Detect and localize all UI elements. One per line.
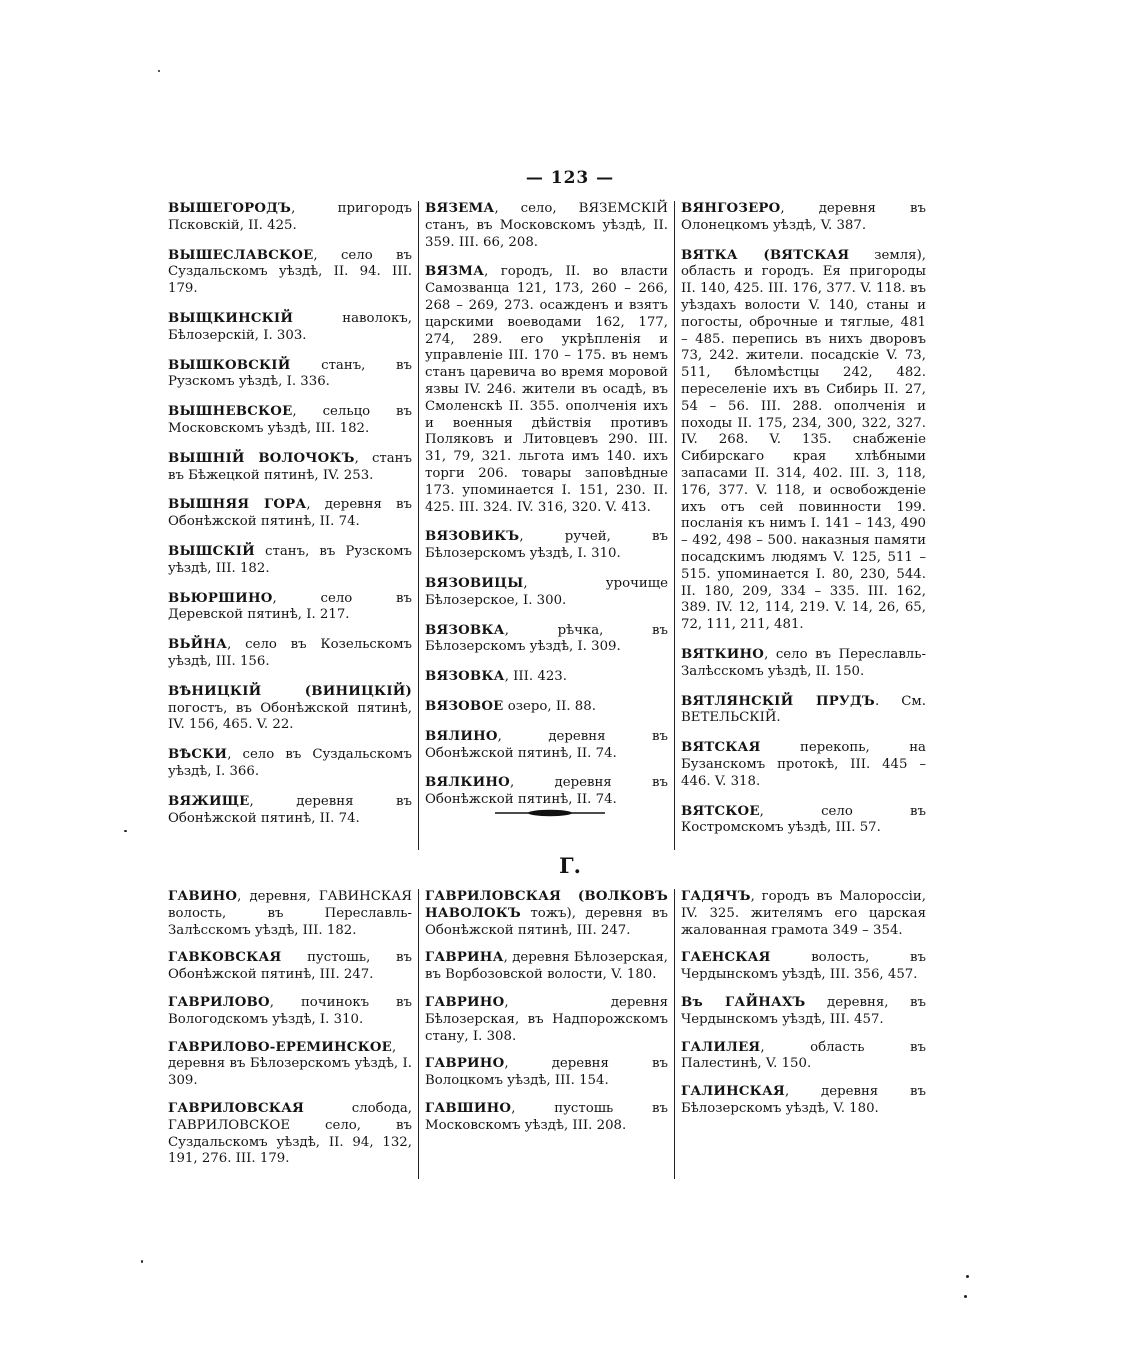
entry-text: , село въ Суздальскомъ уѣздѣ, II. 94. III. 179.: [168, 247, 412, 297]
entry-text: станъ, въ Рузскомъ уѣздѣ, III. 182.: [168, 543, 412, 576]
entry-term: ВЫШСКІЙ: [168, 543, 255, 559]
entry-term: ВЯТЛЯНСКІЙ ПРУДЪ: [681, 693, 875, 709]
entry-term: ВЫШНІЙ ВОЛОЧОКЪ: [168, 450, 355, 466]
index-entry: [681, 248, 926, 634]
entry-text: перекопь, на Бузанскомъ протокѣ, III. 445 – 446. V. 318.: [681, 740, 926, 789]
index-entry: [168, 248, 412, 298]
lower-entries: [162, 889, 932, 1179]
index-entry: [168, 995, 412, 1029]
entry-term: ВЫШНЕВСКОЕ: [168, 404, 293, 420]
index-entry: [425, 699, 668, 716]
entry-text: , село въ Деревской пятинѣ, I. 217.: [168, 590, 412, 623]
scan-speck: [158, 70, 160, 72]
entry-term: ГАВРИНА: [425, 950, 504, 966]
column-middle: [418, 201, 674, 850]
index-entry: [681, 950, 926, 984]
entry-term: ВЫШКОВСКІЙ: [168, 357, 291, 373]
index-entry: [168, 544, 412, 578]
column-left: [162, 201, 418, 850]
entry-text: , деревня въ Обонѣжской пятинѣ, II. 74.: [425, 728, 668, 761]
entry-term: ВЯТСКОЕ: [681, 803, 760, 819]
entry-term: ГАВКОВСКАЯ: [168, 950, 282, 966]
index-entry: [425, 1056, 668, 1090]
entry-text: , III. 423.: [504, 669, 567, 685]
scan-speck: [964, 1295, 967, 1298]
entry-term: ВЫШНЯЯ ГОРА: [168, 497, 307, 513]
entry-term: ГАЛИЛЕЯ: [681, 1039, 761, 1055]
entry-text: , деревня въ Обонѣжской пятинѣ, II. 74.: [425, 775, 668, 808]
index-entry: [168, 1101, 412, 1168]
entry-text: станъ, въ Рузскомъ уѣздѣ, I. 336.: [168, 357, 412, 390]
entry-text: , деревня въ Обонѣжской пятинѣ, II. 74.: [168, 497, 412, 530]
scan-speck: [141, 1260, 143, 1263]
entry-text: , пригородъ Псковскій, II. 425.: [168, 201, 412, 233]
entry-term: ГАВИНО: [168, 889, 238, 904]
column-right: [674, 889, 932, 1179]
entry-text: , село въ Суздальскомъ уѣздѣ, I. 366.: [168, 747, 412, 779]
entry-text: волость, въ Чердынскомъ уѣздѣ, III. 356, 457.: [681, 950, 926, 983]
index-entry: [425, 995, 668, 1045]
entry-text: , деревня въ Обонѣжской пятинѣ, II. 74.: [168, 793, 412, 826]
entry-term: ГАВРИНО: [425, 1056, 505, 1072]
entry-term: ГАВРИЛОВО: [168, 994, 270, 1010]
entry-term: ВЫШЕГОРОДЪ: [168, 201, 292, 216]
entry-text: , деревня Бѣлозерская, въ Ворбозовской волости, V. 180.: [425, 950, 668, 983]
entry-term: ВЯЗМА: [425, 264, 485, 280]
page-number: — 123 —: [525, 168, 615, 188]
entry-term: Въ ГАЙНАХЪ: [681, 994, 806, 1010]
entry-text: , городъ въ Малороссіи, IV. 325. жителямъ его царская жалованная грамота 349 – 354.: [681, 889, 926, 938]
upper-entries: [162, 201, 932, 850]
index-entry: [681, 889, 926, 939]
index-entry: [425, 264, 668, 516]
entry-text: , деревня Бѣлозерская, въ Надпорожскомъ стану, I. 308.: [425, 994, 668, 1044]
entry-term: ВѢНИЦКІЙ (ВИНИЦКІЙ): [168, 683, 412, 699]
index-entry: [168, 497, 412, 531]
entry-text: , пустошь въ Московскомъ уѣздѣ, III. 208.: [425, 1100, 668, 1133]
entry-term: ГАЕНСКАЯ: [681, 950, 771, 966]
index-entry: [681, 740, 926, 790]
entry-term: ВЯЗОВКА: [425, 622, 505, 638]
index-entry: [425, 623, 668, 657]
index-entry: [681, 694, 926, 728]
index-entry: [681, 647, 926, 681]
scan-speck: [966, 1275, 969, 1278]
entry-term: ГАДЯЧЪ: [681, 889, 751, 904]
lower-columns: [162, 889, 932, 1179]
entry-term: ВЯЗОВКА: [425, 669, 505, 685]
index-entry: [168, 684, 412, 734]
entry-term: ВЫЩКИНСКІЙ: [168, 310, 294, 326]
entry-text: , урочище Бѣлозерское, I. 300.: [425, 575, 668, 608]
entry-text: , починокъ въ Вологодскомъ уѣздѣ, I. 310.: [168, 994, 412, 1027]
entry-text: пустошь, въ Обонѣжской пятинѣ, III. 247.: [168, 950, 412, 983]
index-entry: [168, 747, 412, 781]
entry-text: слобода, ГАВРИЛОВСКОЕ село, въ Суздальскомъ уѣздѣ, II. 94, 132, 191, 276. III. 179.: [168, 1100, 412, 1167]
entry-term: ВЬЙНА: [168, 637, 228, 653]
entry-text: , село въ Переславль-Залѣсскомъ уѣздѣ, II. 150.: [681, 646, 926, 679]
entry-term: ВЯЛКИНО: [425, 775, 510, 791]
entry-text: , станъ въ Бѣжецкой пятинѣ, IV. 253.: [168, 450, 412, 483]
upper-columns: [162, 201, 932, 850]
index-entry: [168, 591, 412, 625]
column-middle: [418, 889, 674, 1179]
entry-text: , деревня въ Волоцкомъ уѣздѣ, III. 154.: [425, 1056, 668, 1089]
entry-text: , деревня, ГАВИНСКАЯ волость, въ Переславль-Залѣсскомъ уѣздѣ, III. 182.: [168, 889, 412, 938]
entry-term: ВЯТСКАЯ: [681, 740, 761, 756]
entry-text: , рѣчка, въ Бѣлозерскомъ уѣздѣ, I. 309.: [425, 622, 668, 655]
index-entry: [168, 889, 412, 939]
entry-term: ВЯТКИНО: [681, 646, 765, 662]
index-entry: [168, 794, 412, 828]
index-entry: [168, 950, 412, 984]
entry-term: ВЯЗОВОЕ: [425, 698, 504, 714]
entry-term: ВЯЗЕМА: [425, 201, 495, 216]
column-right: [674, 201, 932, 850]
index-entry: [168, 1040, 412, 1090]
entry-term: ВЯЛИНО: [425, 728, 498, 744]
index-entry: [425, 729, 668, 763]
entry-term: ГАВРИЛОВСКАЯ (ВОЛКОВЪ НАВОЛОКЪ: [425, 889, 668, 921]
ornament-divider: [495, 805, 605, 821]
entry-text: , деревня въ Бѣлозерскомъ уѣздѣ, I. 309.: [168, 1039, 412, 1089]
index-entry: [168, 201, 412, 235]
index-entry: [168, 404, 412, 438]
index-entry: [681, 201, 926, 235]
entry-text: земля), область и городъ. Ея пригороды II. 140, 425. III. 176, 377. V. 118. въ уѣздахъ волости V. 140, станы и погосты, оброчные и тяглые, 481 – 485. перепись въ нихъ дворовъ 73, 242. жители. посадскіе V. 73, 511, бѣломѣстцы 242, 482. переселеніе ихъ въ Сибирь II. 27, 54 – 56. III. 288. ополченія и походы II. 175, 234, 300, 322, 327. IV. 268. V. 135. снабженіе Сибирскаго края хлѣбными запасами II. 314, 402. III. 3, 118, 176, 377. V. 118, и освобожденіе ихъ отъ сей повинности 199. посланія къ нимъ I. 141 – 143, 490 – 492, 498 – 500. наказныя памяти посадскимъ людямъ V. 125, 511 – 515. упоминается I. 80, 230, 544. II. 180, 209, 334 – 335. III. 162, 389. IV. 12, 114, 219. V. 14, 26, 65, 72, 111, 211, 481.: [681, 247, 926, 633]
scan-speck: [124, 830, 127, 832]
entry-term: ВѢСКИ: [168, 747, 228, 763]
index-entry: [681, 804, 926, 838]
entry-text: , городъ, II. во власти Самозванца 121, 173, 260 – 266, 268 – 269, 273. осажденъ и взятъ царскими воеводами 162, 177, 274, 289. его укрѣпленія и управленіе III. 170 – 175. въ немъ станъ царевича во время моровой язвы IV. 246. жители въ осадѣ, въ Смоленскѣ II. 355. ополченія ихъ и военныя дѣйствія противъ Поляковъ и Литовцевъ 290. III. 31, 79, 321. льгота имъ 140. ихъ торги 206. товары заповѣдные 173. упоминается I. 151, 230. II. 425. III. 324. IV. 316, 320. V. 413.: [425, 264, 668, 515]
index-entry: [425, 889, 668, 939]
column-left: [162, 889, 418, 1179]
entry-text: наволокъ, Бѣлозерскій, I. 303.: [168, 310, 412, 343]
index-entry: [425, 1101, 668, 1135]
entry-text: , село, ВЯЗЕМСКІЙ станъ, въ Московскомъ уѣздѣ, II. 359. III. 66, 208.: [425, 201, 668, 250]
entry-text: , село въ Козельскомъ уѣздѣ, III. 156.: [168, 637, 412, 669]
entry-text: , деревня въ Олонецкомъ уѣздѣ, V. 387.: [681, 201, 926, 233]
index-entry: [681, 1040, 926, 1074]
entry-text: , село въ Костромскомъ уѣздѣ, III. 57.: [681, 803, 926, 836]
index-entry: [168, 358, 412, 392]
entry-text: погостъ, въ Обонѣжской пятинѣ, IV. 156, 465. V. 22.: [168, 700, 412, 733]
entry-term: ГАВРИНО: [425, 994, 505, 1010]
entry-text: , ручей, въ Бѣлозерскомъ уѣздѣ, I. 310.: [425, 529, 668, 562]
entry-term: ГАВРИЛОВСКАЯ: [168, 1100, 305, 1116]
entry-term: ГАВШИНО: [425, 1100, 512, 1116]
section-letter: Г.: [559, 853, 581, 878]
entry-term: ВЯНГОЗЕРО: [681, 201, 781, 216]
entry-text: , деревня въ Бѣлозерскомъ уѣздѣ, V. 180.: [681, 1084, 926, 1116]
entry-text: озеро, II. 88.: [503, 698, 596, 714]
index-entry: [425, 950, 668, 984]
entry-term: ГАЛИНСКАЯ: [681, 1084, 785, 1100]
entry-term: ГАВРИЛОВО-ЕРЕМИНСКОЕ: [168, 1039, 393, 1055]
entry-term: ВЯТКА (ВЯТСКАЯ: [681, 247, 850, 263]
index-entry: [168, 637, 412, 671]
entry-term: ВЯЗОВИЦЫ: [425, 575, 524, 591]
entry-term: ВЬЮРШИНО: [168, 590, 273, 606]
entry-text: , сельцо въ Московскомъ уѣздѣ, III. 182.: [168, 404, 412, 436]
index-entry: [425, 529, 668, 563]
index-entry: [425, 576, 668, 610]
index-entry: [681, 1084, 926, 1118]
entry-term: ВЯЖИЩЕ: [168, 793, 250, 809]
entry-text: тожъ), деревня въ Обонѣжской пятинѣ, III. 247.: [425, 905, 668, 938]
index-entry: [681, 995, 926, 1029]
entry-text: . См. ВЕТЕЛЬСКІЙ.: [681, 693, 926, 726]
index-entry: [168, 451, 412, 485]
entry-text: , область въ Палестинѣ, V. 150.: [681, 1039, 926, 1072]
entry-text: деревня, въ Чердынскомъ уѣздѣ, III. 457.: [681, 994, 926, 1027]
index-entry: [168, 311, 412, 345]
entry-term: ВЯЗОВИКЪ: [425, 529, 520, 545]
index-entry: [425, 775, 668, 809]
index-entry: [425, 201, 668, 251]
index-entry: [425, 669, 668, 686]
entry-term: ВЫШЕСЛАВСКОЕ: [168, 247, 314, 263]
